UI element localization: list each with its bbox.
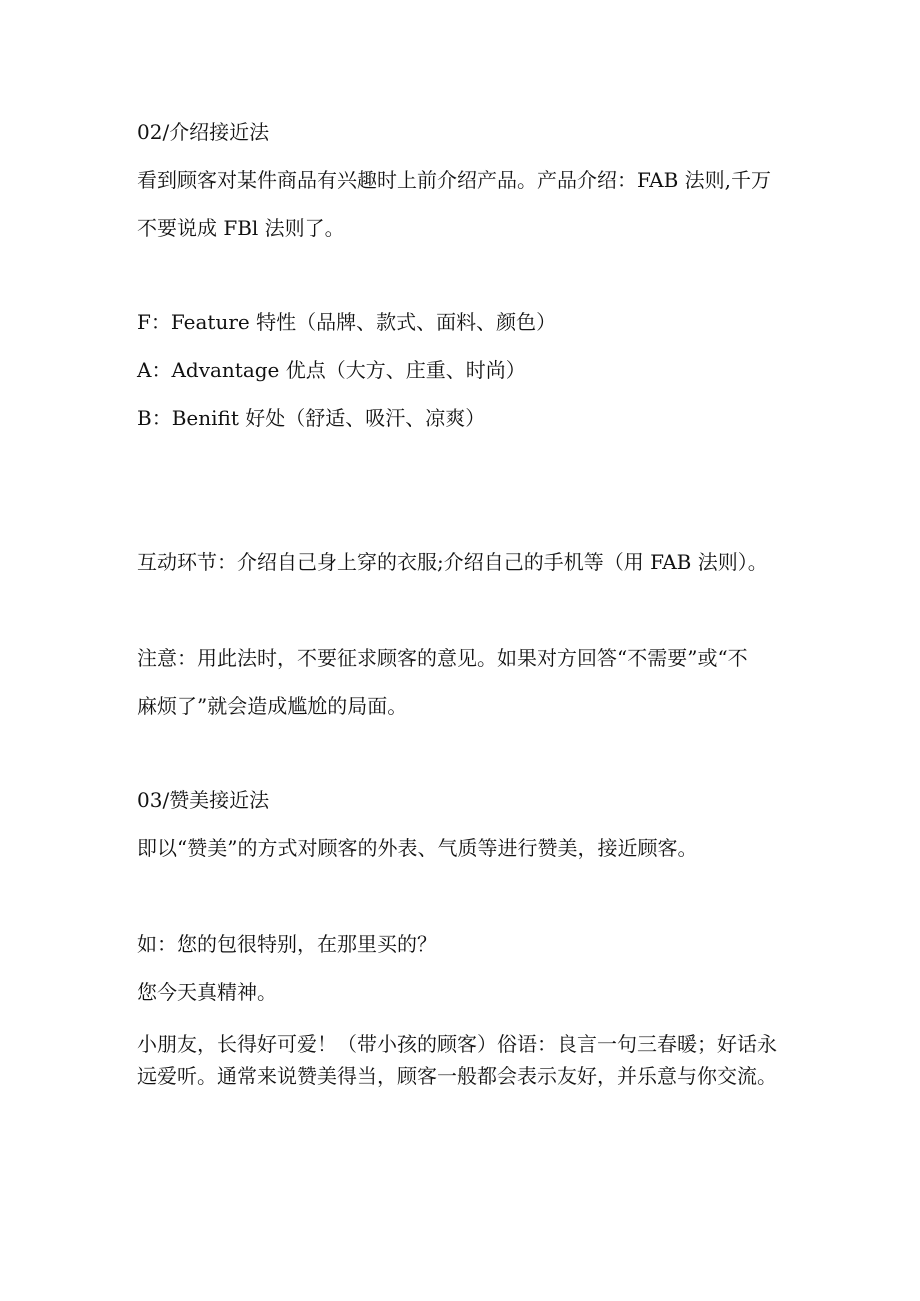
fab-benefit-line: B：Benifit 好处（舒适、吸汗、凉爽） [137,406,486,430]
example-line-3b: 远爱听。通常来说赞美得当，顾客一般都会表示友好，并乐意与你交流。 [137,1064,777,1088]
section-03-intro: 即以“赞美”的方式对顾客的外表、气质等进行赞美，接近顾客。 [137,836,698,860]
section-02-heading: 02/介绍接近法 [137,120,270,144]
section-02-intro-line-2: 不要说成 FBl 法则了。 [137,216,345,240]
note-line-2: 麻烦了”就会造成尴尬的局面。 [137,694,408,718]
example-line-3a: 小朋友，长得好可爱！（带小孩的顾客）俗语：良言一句三春暖；好话永 [137,1032,777,1056]
interaction-line: 互动环节：介绍自己身上穿的衣服;介绍自己的手机等（用 FAB 法则）。 [137,550,768,574]
section-02-intro-line-1: 看到顾客对某件商品有兴趣时上前介绍产品。产品介绍：FAB 法则,千万 [137,168,771,192]
section-03-heading: 03/赞美接近法 [137,788,270,812]
fab-feature-line: F：Feature 特性（品牌、款式、面料、颜色） [137,310,557,334]
example-line-2: 您今天真精神。 [137,980,277,1004]
fab-advantage-line: A：Advantage 优点（大方、庄重、时尚） [137,358,526,382]
example-line-1: 如：您的包很特别，在那里买的？ [137,932,437,956]
note-line-1: 注意：用此法时，不要征求顾客的意见。如果对方回答“不需要”或“不 [137,646,748,670]
